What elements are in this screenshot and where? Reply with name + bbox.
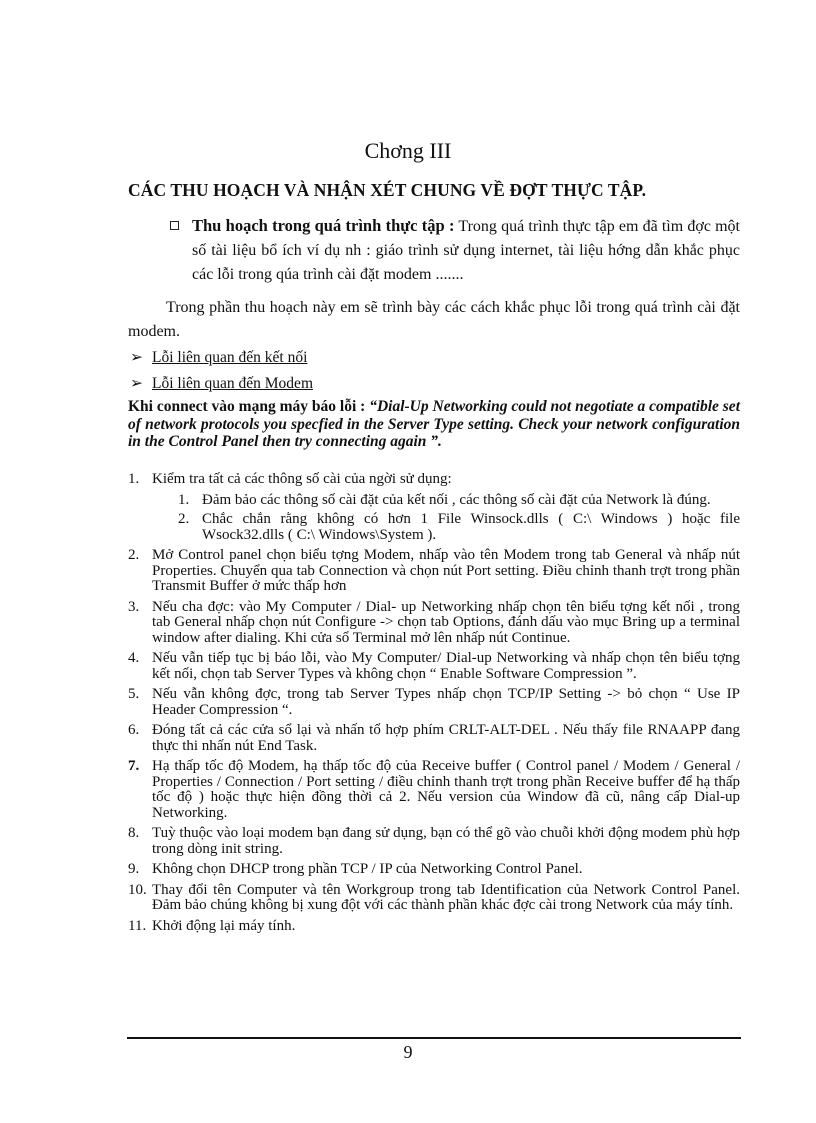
item-number: 6. [128,722,140,738]
item-text: Chắc chắn rằng không có hơn 1 File Winsock.dlls ( C:\ Windows ) hoặc file Wsock32.dlls ( C:\ Windows\System ). [202,511,740,543]
item-text: Tuỳ thuộc vào loại modem bạn đang sử dụng, bạn có thể gõ vào chuỗi khởi động modem phù hợp trong dòng init string. [152,825,740,857]
list-item [128,548,740,595]
steps-list [128,472,740,939]
summary-paragraph [192,214,740,287]
item-text: Nếu vẫn tiếp tục bị báo lỗi, vào My Computer/ Dial-up Networking và nhấp chọn tên biểu tợng kết nối, chọn tab Server Types và không chọn “ Enable Software Compression ”. [152,650,740,682]
list-item [128,862,740,878]
item-text: Đóng tất cả các cửa sổ lại và nhấn tổ hợp phím CRLT-ALT-DEL . Nếu thấy file RNAAPP đang thực thi nhấn nút End Task. [152,722,740,754]
topic-label: Lỗi liên quan đến Modem [152,375,313,392]
list-item [128,759,740,821]
list-item [128,883,740,914]
summary-label: Thu hoạch trong quá trình thực tập : [192,216,455,235]
item-text: Không chọn DHCP trong phần TCP / IP của Networking Control Panel. [152,861,583,877]
item-number: 2. [128,547,140,563]
item-number: 10. [128,881,147,898]
chapter-title: Chơng III [364,138,452,163]
sub-list-item [128,512,740,543]
item-text: Hạ thấp tốc độ Modem, hạ thấp tốc độ của Receive buffer ( Control panel / Modem / General / Properties / Connection / Port setting / điều chỉnh thanh trợt trong phần Receive buffer để hạ thấp tốc độ ) hoặc thực hiện đồng thời cả 2. Nếu version của Window đã cũ, nâng cấp Dial-up Networking. [152,758,740,821]
item-text: Đảm bảo các thông số cài đặt của kết nối , các thông số cài đặt của Network là đúng. [202,491,711,508]
list-item [128,600,740,647]
item-number: 5. [128,686,140,702]
sub-list-item [128,493,740,509]
item-number: 3. [128,598,140,615]
error-message: “Dial-Up Networking could not negotiate a compatible set of network protocols you specfied in the Server Type setting. Check your network configuration in the Control Panel then try connecting again ”. [128,398,740,450]
arrow-bullet-icon: ➢ [130,349,143,366]
summary-text: Trong quá trình thực tập em đã tìm đợc một số tài liệu bổ ích ví dụ nh : giáo trình sử dụng internet, tài liệu hớng dẫn khắc phục các lỗi trong qúa trình cài đặt modem ....... [192,218,741,283]
item-number: 9. [128,861,140,877]
list-item [128,472,740,488]
item-number: 4. [128,650,140,666]
item-text: Nếu vẫn không đợc, trong tab Server Types nhấp chọn TCP/IP Setting -> bỏ chọn “ Use IP Header Compression “. [152,686,740,718]
item-text: Nếu cha đợc: vào My Computer / Dial- up Networking nhấp chọn tên biểu tợng kết nối , trong tab General nhấp chọn nút Configure -> chọn tab Options, đánh dấu vào mục Bring up a terminal window after dialing. Khi cửa sổ Terminal mở lên nhấp nút Continue. [152,598,740,646]
list-item [128,723,740,754]
item-number: 2. [178,511,190,527]
item-number: 1. [128,471,140,487]
page-number: 9 [403,1042,413,1062]
item-number: 11. [128,917,147,934]
item-text: Thay đổi tên Computer và tên Workgroup trong tab Identification của Network Control Panel. Đảm bảo chúng không bị xung đột với các thành phần khác đợc cài trong Network của máy tính. [152,881,740,913]
section-heading: CÁC THU HOẠCH VÀ NHẬN XÉT CHUNG VỀ ĐỢT THỰC TẬP. [128,180,647,200]
list-item [128,651,740,682]
square-bullet-icon [170,221,179,230]
list-item [128,826,740,857]
topic-item [130,374,313,393]
topic-label: Lỗi liên quan đến kết nối [152,349,308,366]
item-text: Khởi động lại máy tính. [152,917,296,934]
error-prefix: Khi connect vào mạng máy báo lỗi : [128,398,370,415]
item-text: Kiểm tra tất cả các thông số cài của ngời sử dụng: [152,471,452,487]
item-number: 8. [128,825,140,841]
arrow-bullet-icon: ➢ [130,375,143,392]
intro-paragraph: Trong phần thu hoạch này em sẽ trình bày các cách khắc phục lỗi trong quá trình cài đặt modem. [128,299,740,340]
item-number: 7. [128,758,140,774]
item-text: Mở Control panel chọn biểu tợng Modem, nhấp vào tên Modem trong tab General và nhấp nút Properties. Chuyển qua tab Connection và chọn nút Port setting. Điều chỉnh thanh trợt trong phần Transmit Buffer ở mức thấp hơn [152,547,740,594]
error-paragraph [128,398,740,451]
list-item [128,919,740,935]
topic-item [130,348,307,367]
list-item [128,687,740,718]
item-number: 1. [178,491,190,508]
footer-divider [127,1037,741,1039]
